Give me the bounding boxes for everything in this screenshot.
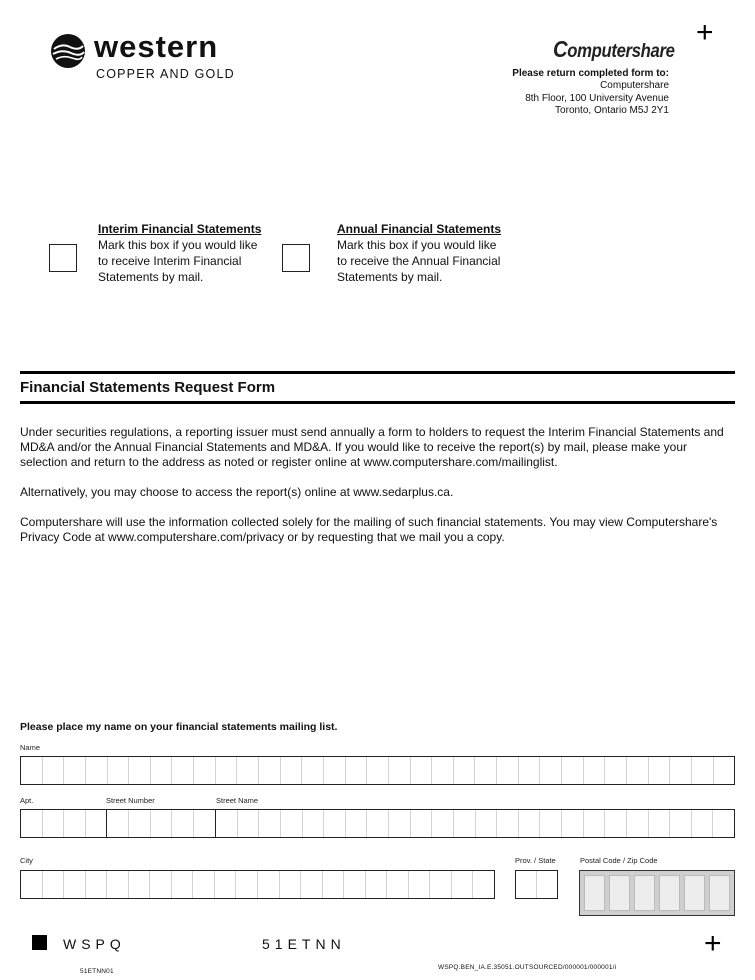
character-cell[interactable] bbox=[86, 757, 108, 784]
character-cell[interactable] bbox=[684, 875, 705, 911]
character-cell[interactable] bbox=[627, 757, 649, 784]
character-cell[interactable] bbox=[634, 875, 655, 911]
character-cell[interactable] bbox=[21, 757, 43, 784]
character-cell[interactable] bbox=[713, 810, 734, 837]
character-cell[interactable] bbox=[108, 757, 130, 784]
annual-statements-checkbox[interactable] bbox=[282, 244, 310, 272]
character-cell[interactable] bbox=[172, 871, 194, 898]
character-cell[interactable] bbox=[430, 871, 452, 898]
postal-code-field[interactable] bbox=[579, 870, 735, 916]
character-cell[interactable] bbox=[64, 757, 86, 784]
alternative-paragraph: Alternatively, you may choose to access the report(s) online at www.sedarplus.ca. bbox=[20, 485, 454, 499]
character-cell[interactable] bbox=[324, 810, 346, 837]
return-title: Please return completed form to: bbox=[512, 68, 669, 79]
character-cell[interactable] bbox=[216, 810, 238, 837]
prov-state-label: Prov. / State bbox=[515, 856, 556, 865]
character-cell[interactable] bbox=[172, 810, 194, 837]
document-code: 51ETNN bbox=[262, 936, 346, 952]
character-cell[interactable] bbox=[432, 757, 454, 784]
character-cell[interactable] bbox=[584, 757, 606, 784]
character-cell[interactable] bbox=[129, 757, 151, 784]
apt-field[interactable] bbox=[20, 809, 107, 838]
character-cell[interactable] bbox=[367, 757, 389, 784]
character-cell[interactable] bbox=[540, 810, 562, 837]
character-cell[interactable] bbox=[475, 757, 497, 784]
name-field[interactable] bbox=[20, 756, 735, 785]
character-cell[interactable] bbox=[609, 875, 630, 911]
character-cell[interactable] bbox=[367, 810, 389, 837]
character-cell[interactable] bbox=[516, 871, 537, 898]
character-cell[interactable] bbox=[259, 810, 281, 837]
character-cell[interactable] bbox=[324, 757, 346, 784]
section-title: Financial Statements Request Form bbox=[20, 379, 276, 396]
character-cell[interactable] bbox=[344, 871, 366, 898]
brand-name: western bbox=[94, 29, 219, 64]
street-number-field[interactable] bbox=[106, 809, 216, 838]
character-cell[interactable] bbox=[605, 810, 627, 837]
character-cell[interactable] bbox=[237, 757, 259, 784]
character-cell[interactable] bbox=[584, 810, 606, 837]
street-name-field[interactable] bbox=[215, 809, 735, 838]
character-cell[interactable] bbox=[238, 810, 260, 837]
character-cell[interactable] bbox=[473, 871, 494, 898]
character-cell[interactable] bbox=[605, 757, 627, 784]
character-cell[interactable] bbox=[692, 757, 714, 784]
privacy-paragraph: Computershare will use the information collected solely for the mailing of such financial statements. You may view Computershare's Privacy Code at www.computershare.com/privacy or by requesting that we mail you a copy. bbox=[20, 515, 718, 544]
section-rule-top bbox=[20, 371, 735, 374]
character-cell[interactable] bbox=[64, 871, 86, 898]
character-cell[interactable] bbox=[452, 871, 474, 898]
character-cell[interactable] bbox=[303, 810, 325, 837]
character-cell[interactable] bbox=[411, 810, 433, 837]
character-cell[interactable] bbox=[692, 810, 714, 837]
character-cell[interactable] bbox=[216, 757, 238, 784]
character-cell[interactable] bbox=[302, 757, 324, 784]
section-rule-bottom bbox=[20, 401, 735, 404]
apt-label: Apt. bbox=[20, 796, 34, 805]
character-cell[interactable] bbox=[43, 871, 65, 898]
prov-state-field[interactable] bbox=[515, 870, 558, 899]
mailing-list-heading: Please place my name on your financial statements mailing list. bbox=[20, 721, 338, 733]
character-cell[interactable] bbox=[519, 810, 541, 837]
character-cell[interactable] bbox=[258, 871, 280, 898]
character-cell[interactable] bbox=[172, 757, 194, 784]
character-cell[interactable] bbox=[194, 757, 216, 784]
character-cell[interactable] bbox=[21, 810, 43, 837]
character-cell[interactable] bbox=[497, 810, 519, 837]
character-cell[interactable] bbox=[411, 757, 433, 784]
character-cell[interactable] bbox=[86, 810, 107, 837]
character-cell[interactable] bbox=[281, 810, 303, 837]
character-cell[interactable] bbox=[194, 810, 215, 837]
character-cell[interactable] bbox=[280, 871, 302, 898]
character-cell[interactable] bbox=[151, 810, 173, 837]
character-cell[interactable] bbox=[43, 757, 65, 784]
annual-option-title: Annual Financial Statements bbox=[337, 222, 502, 236]
small-form-code: 51ETNN01 bbox=[80, 968, 114, 975]
return-address-line: Computershare bbox=[600, 80, 669, 91]
character-cell[interactable] bbox=[366, 871, 388, 898]
character-cell[interactable] bbox=[387, 871, 409, 898]
character-cell[interactable] bbox=[562, 810, 584, 837]
street-name-label: Street Name bbox=[216, 796, 259, 805]
computershare-logo: Computershare bbox=[553, 36, 675, 62]
character-cell[interactable] bbox=[476, 810, 498, 837]
character-cell[interactable] bbox=[389, 810, 411, 837]
character-cell[interactable] bbox=[714, 757, 735, 784]
city-label: City bbox=[20, 856, 33, 865]
character-cell[interactable] bbox=[215, 871, 237, 898]
city-field[interactable] bbox=[20, 870, 495, 899]
character-cell[interactable] bbox=[389, 757, 411, 784]
name-label: Name bbox=[20, 743, 41, 752]
character-cell[interactable] bbox=[107, 871, 129, 898]
character-cell[interactable] bbox=[519, 757, 541, 784]
character-cell[interactable] bbox=[150, 871, 172, 898]
character-cell[interactable] bbox=[670, 757, 692, 784]
character-cell[interactable] bbox=[540, 757, 562, 784]
character-cell[interactable] bbox=[107, 810, 129, 837]
brand-subtitle: COPPER AND GOLD bbox=[96, 67, 235, 81]
character-cell[interactable] bbox=[537, 871, 557, 898]
job-code: WSPQ.BEN_IA.E.35051.OUTSOURCED/000001/000001/i bbox=[438, 964, 617, 971]
character-cell[interactable] bbox=[659, 875, 680, 911]
character-cell[interactable] bbox=[323, 871, 345, 898]
character-cell[interactable] bbox=[64, 810, 86, 837]
character-cell[interactable] bbox=[497, 757, 519, 784]
return-address-line: Toronto, Ontario M5J 2Y1 bbox=[555, 105, 669, 116]
postal-code-label: Postal Code / Zip Code bbox=[580, 856, 658, 865]
character-cell[interactable] bbox=[129, 810, 151, 837]
character-cell[interactable] bbox=[301, 871, 323, 898]
character-cell[interactable] bbox=[454, 757, 476, 784]
character-cell[interactable] bbox=[454, 810, 476, 837]
character-cell[interactable] bbox=[259, 757, 281, 784]
character-cell[interactable] bbox=[281, 757, 303, 784]
character-cell[interactable] bbox=[236, 871, 258, 898]
character-cell[interactable] bbox=[432, 810, 454, 837]
character-cell[interactable] bbox=[193, 871, 215, 898]
character-cell[interactable] bbox=[562, 757, 584, 784]
western-logo-icon bbox=[50, 33, 86, 69]
interim-option-description: Mark this box if you would like to receive Interim Financial Statements by mail. bbox=[98, 238, 258, 284]
character-cell[interactable] bbox=[649, 810, 671, 837]
character-cell[interactable] bbox=[151, 757, 173, 784]
annual-option-description: Mark this box if you would like to receive the Annual Financial Statements by mail. bbox=[337, 238, 501, 284]
character-cell[interactable] bbox=[670, 810, 692, 837]
character-cell[interactable] bbox=[627, 810, 649, 837]
interim-statements-checkbox[interactable] bbox=[49, 244, 77, 272]
character-cell[interactable] bbox=[649, 757, 671, 784]
character-cell[interactable] bbox=[86, 871, 108, 898]
character-cell[interactable] bbox=[346, 810, 368, 837]
character-cell[interactable] bbox=[409, 871, 431, 898]
character-cell[interactable] bbox=[584, 875, 605, 911]
registration-mark-icon: + bbox=[696, 16, 714, 49]
intro-paragraph: Under securities regulations, a reporting issuer must send annually a form to holders to request the Interim Financial Statements and MD&A and/or the Annual Financial Statements and MD&A. If you would like to receive the report(s) by mail, please make your selection and return to the address as noted or register online at www.computershare.com/mailinglist. bbox=[20, 425, 724, 469]
interim-option-title: Interim Financial Statements bbox=[98, 222, 262, 236]
character-cell[interactable] bbox=[129, 871, 151, 898]
character-cell[interactable] bbox=[21, 871, 43, 898]
barcode-square-icon bbox=[32, 935, 47, 950]
return-address-line: 8th Floor, 100 University Avenue bbox=[525, 93, 669, 104]
street-number-label: Street Number bbox=[106, 796, 155, 805]
character-cell[interactable] bbox=[709, 875, 730, 911]
form-code: WSPQ bbox=[63, 936, 126, 952]
character-cell[interactable] bbox=[43, 810, 65, 837]
registration-mark-icon: + bbox=[704, 927, 722, 960]
character-cell[interactable] bbox=[346, 757, 368, 784]
